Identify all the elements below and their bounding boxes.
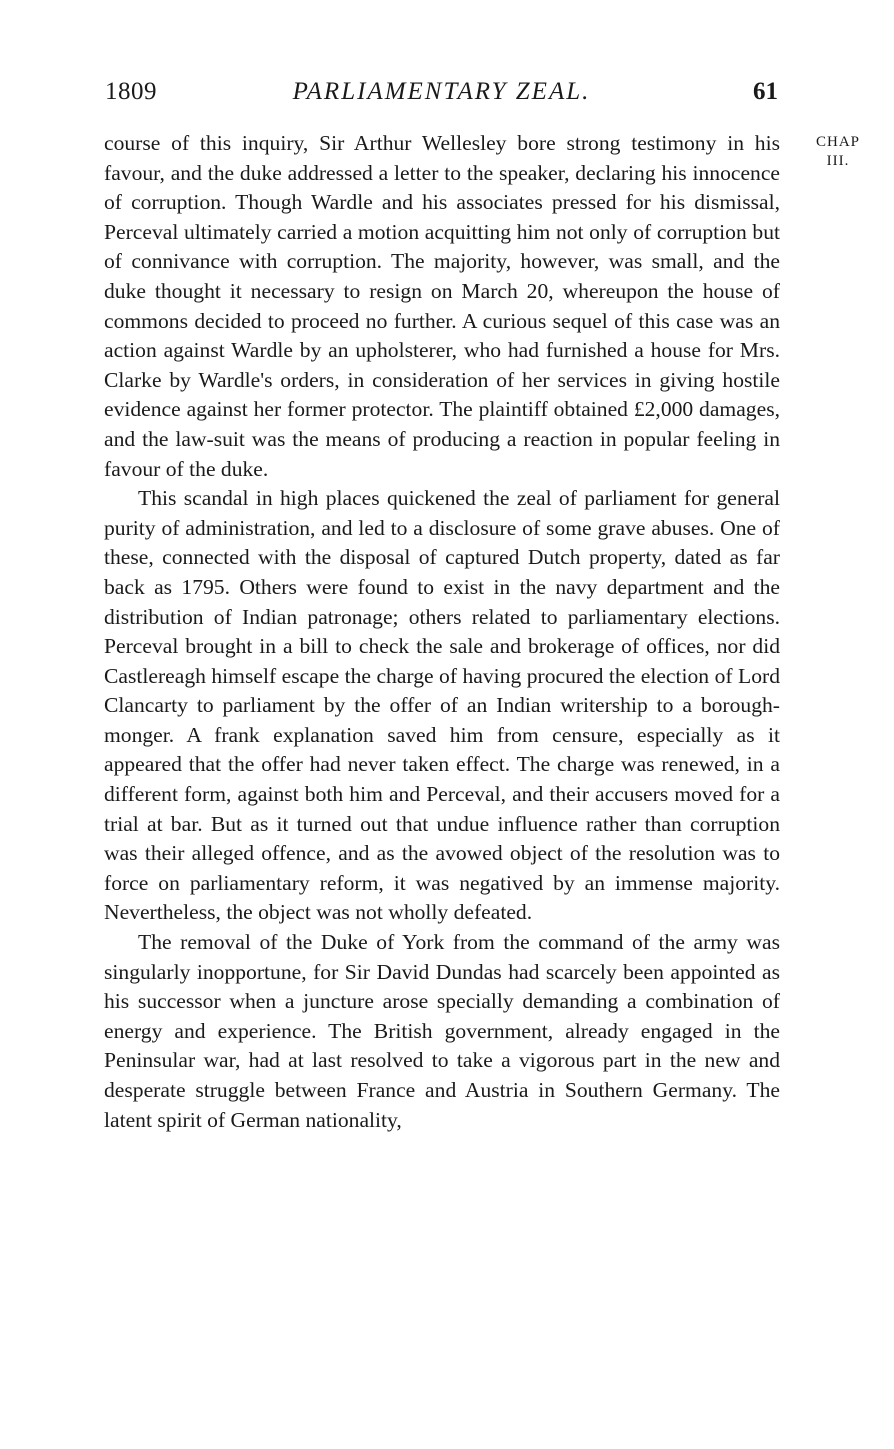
- running-header: [105, 78, 778, 114]
- chapter-margin-note: [803, 133, 873, 171]
- paragraph-3: The removal of the Duke of York from the command of the army was singularly inopportune, for Sir David Dundas had scarcely been appointed as his successor when a juncture arose specially demanding a combination of energy and experience. The British government, already engaged in the Peninsular war, had at last resolved to take a vigorous part in the new and desperate struggle between France and Austria in Southern Germany. The latent spirit of German nationality,: [104, 930, 780, 1132]
- header-year: 1809: [105, 78, 157, 105]
- chapter-label: CHAP: [815, 134, 860, 150]
- paragraph-2: This scandal in high places quickened the zeal of parliament for general purity of administration, and led to a disclosure of some grave abuses. One of these, connected with the disposal of captured Dutch property, dated as far back as 1795. Others were found to exist in the navy department and the distribution of Indian patronage; others related to parliamentary elections. Perceval brought in a bill to check the sale and brokerage of offices, nor did Castlereagh himself escape the charge of having procured the election of Lord Clancarty to parliament by the offer of an Indian writership to a borough-monger. A frank explanation saved him from censure, especially as it appeared that the offer had never taken effect. The charge was renewed, in a different form, against both him and Perceval, and their accusers moved for a trial at bar. But as it turned out that undue influence rather than corruption was their alleged offence, and as the avowed object of the resolution was to force on parliamentary reform, it was negatived by an immense majority. Nevertheless, the object was not wholly defeated.: [104, 486, 780, 925]
- chapter-number: III.: [826, 153, 850, 169]
- header-title: PARLIAMENTARY ZEAL.: [292, 78, 591, 105]
- body-text: [104, 129, 780, 1135]
- paragraph-1: course of this inquiry, Sir Arthur Wellesley bore strong testimony in his favour, and the duke addressed a letter to the speaker, declaring his innocence of corruption. Though Wardle and his associates pressed for his dismissal, Perceval ultimately carried a motion acquitting him not only of corruption but of connivance with corruption. The majority, however, was small, and the duke thought it necessary to resign on March 20, whereupon the house of commons decided to proceed no further. A curious sequel of this case was an action against Wardle by an upholsterer, who had furnished a house for Mrs. Clarke by Wardle's orders, in consideration of her services in giving hostile evidence against her former protector. The plaintiff obtained £2,000 damages, and the law-suit was the means of producing a reaction in popular feeling in favour of the duke.: [104, 131, 780, 481]
- page-number: 61: [753, 78, 778, 105]
